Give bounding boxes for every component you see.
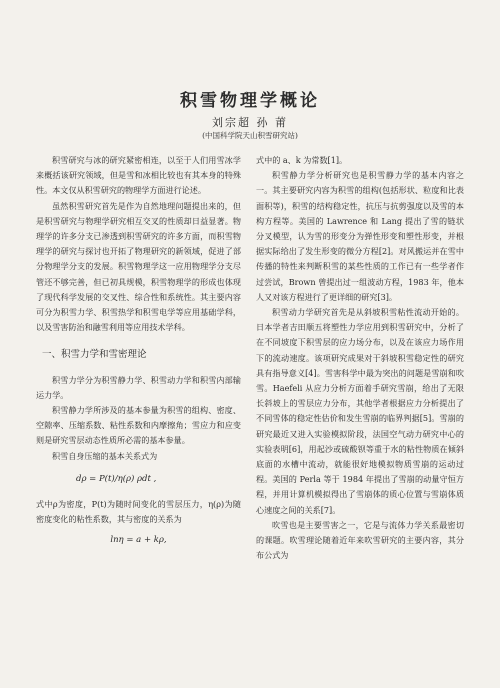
paragraph: 虽然积雪研究首先是作为自然地理问题提出来的，但是积雪研究与物理学研究相互交叉的性质却日益显著。物理学的许多分支已渗透到积雪研究的许多方面，而积雪物理学的研究与探讨也开拓了物理研究的新领域，促进了部分物理学分支的发展。积雪物理学这一应用物理学分支尽管还不够完善，但已初具规模，积雪物理学的形成也体现了现代科学发展的交叉性、综合性和系统性。其主要内容可分为积雪力学、积雪热学和积雪电学等应用基础学科，以及雪害防治和融雪利用等应用技术学科。 xyxy=(36,200,241,333)
equation: lnη = a + kρ, xyxy=(110,535,167,546)
paragraph: 式中的 a、k 为常数[1]。 xyxy=(256,155,348,165)
paragraph: 积雪动力学研究首先是从斜坡积雪粘性流动开始的。日本学者吉田顺五将塑性力学应用到积雪研究中，分析了在不同坡度下积雪层的应力场分布，以及在该应力场作用下的流动速度。该项研究成果对于斜坡积雪稳定性的研究具有指导意义[4]。雪害科学中最为突出的问题是雪崩和吹雪。Haefeli 从应力分析方面着手研究雪崩，给出了无限长斜坡上的雪层应力分布，其他学者根据应力分析提出了不同雪体的稳定性估价和发生雪崩的临界判据[5]。雪崩的研究最近又进入实验模拟阶段，法国空气动力研究中心的实验表明[6]，用起沙或硫酸钡等重于水的粘性物质在倾斜底面的水槽中流动，就能很好地模拟物质雪崩的运动过程。美国的 Perla 等于 1984 年提出了雪崩的动量守恒方程，并用计算机模拟得出了雪崩体的质心位置与雪崩体质心速度之间的关系[7]。 xyxy=(256,307,464,515)
paragraph: 吹雪也是主要雪害之一，它是与流体力学关系最密切的课题。吹雪理论随着近年来吹雪研究的主要内容，其分布公式为 xyxy=(256,519,464,561)
paper-affiliation: (中国科学院天山积雪研究站) xyxy=(202,131,298,140)
paragraph: 积雪静力学分析研究也是积雪静力学的基本内容之一。其主要研究内容为积雪的组构(包括形状、粒度和比表面积等)，积雪的结构稳定性，抗压与抗剪强度以及雪的本构方程等。美国的 Lawrence 和 Lang 提出了雪的链状分叉模型，认为雪的形变分为弹性形变和塑性形变，并根据实际给出了发生形变的微分方程[2]。对风搬运并在雪中传播的特性来判断积雪的某些性质的工作已有一些学者作过尝试，Brown 曾提出过一组波动方程，1983 年，他本人又对该方程进行了更详细的研究[3]。 xyxy=(256,170,464,302)
paragraph: 积雪力学分为积雪静力学、积雪动力学和积雪内部输运力学。 xyxy=(36,374,241,400)
paragraph: 式中ρ为密度，P(t)为随时间变化的雪层压力，η(ρ)为随密度变化的粘性系数，其与密度的关系为 xyxy=(36,499,241,525)
section-heading: 一、积雪力学和雪密理论 xyxy=(42,349,147,361)
right-column xyxy=(256,153,464,563)
paper-authors: 刘宗超 孙 莆 xyxy=(212,116,288,129)
left-column xyxy=(36,153,241,555)
paragraph: 积雪研究与冰的研究紧密相连，以至于人们用雪冰学来概括该研究领域，但是雪和冰相比较也有其本身的特殊性。本文仅从积雪研究的物理学方面进行论述。 xyxy=(36,155,241,196)
paragraph: 积雪自身压缩的基本关系式为 xyxy=(52,450,158,461)
paragraph: 积雪静力学所涉及的基本参量为积雪的组构、密度、空隙率、压缩系数、粘性系数和内摩擦角；雪应力和应变则是研究雪层动态性质所必需的基本参量。 xyxy=(36,405,241,446)
paper-title: 积雪物理学概论 xyxy=(180,91,320,111)
equation: dρ = P(t)/η(ρ) ρdt , xyxy=(76,473,157,484)
